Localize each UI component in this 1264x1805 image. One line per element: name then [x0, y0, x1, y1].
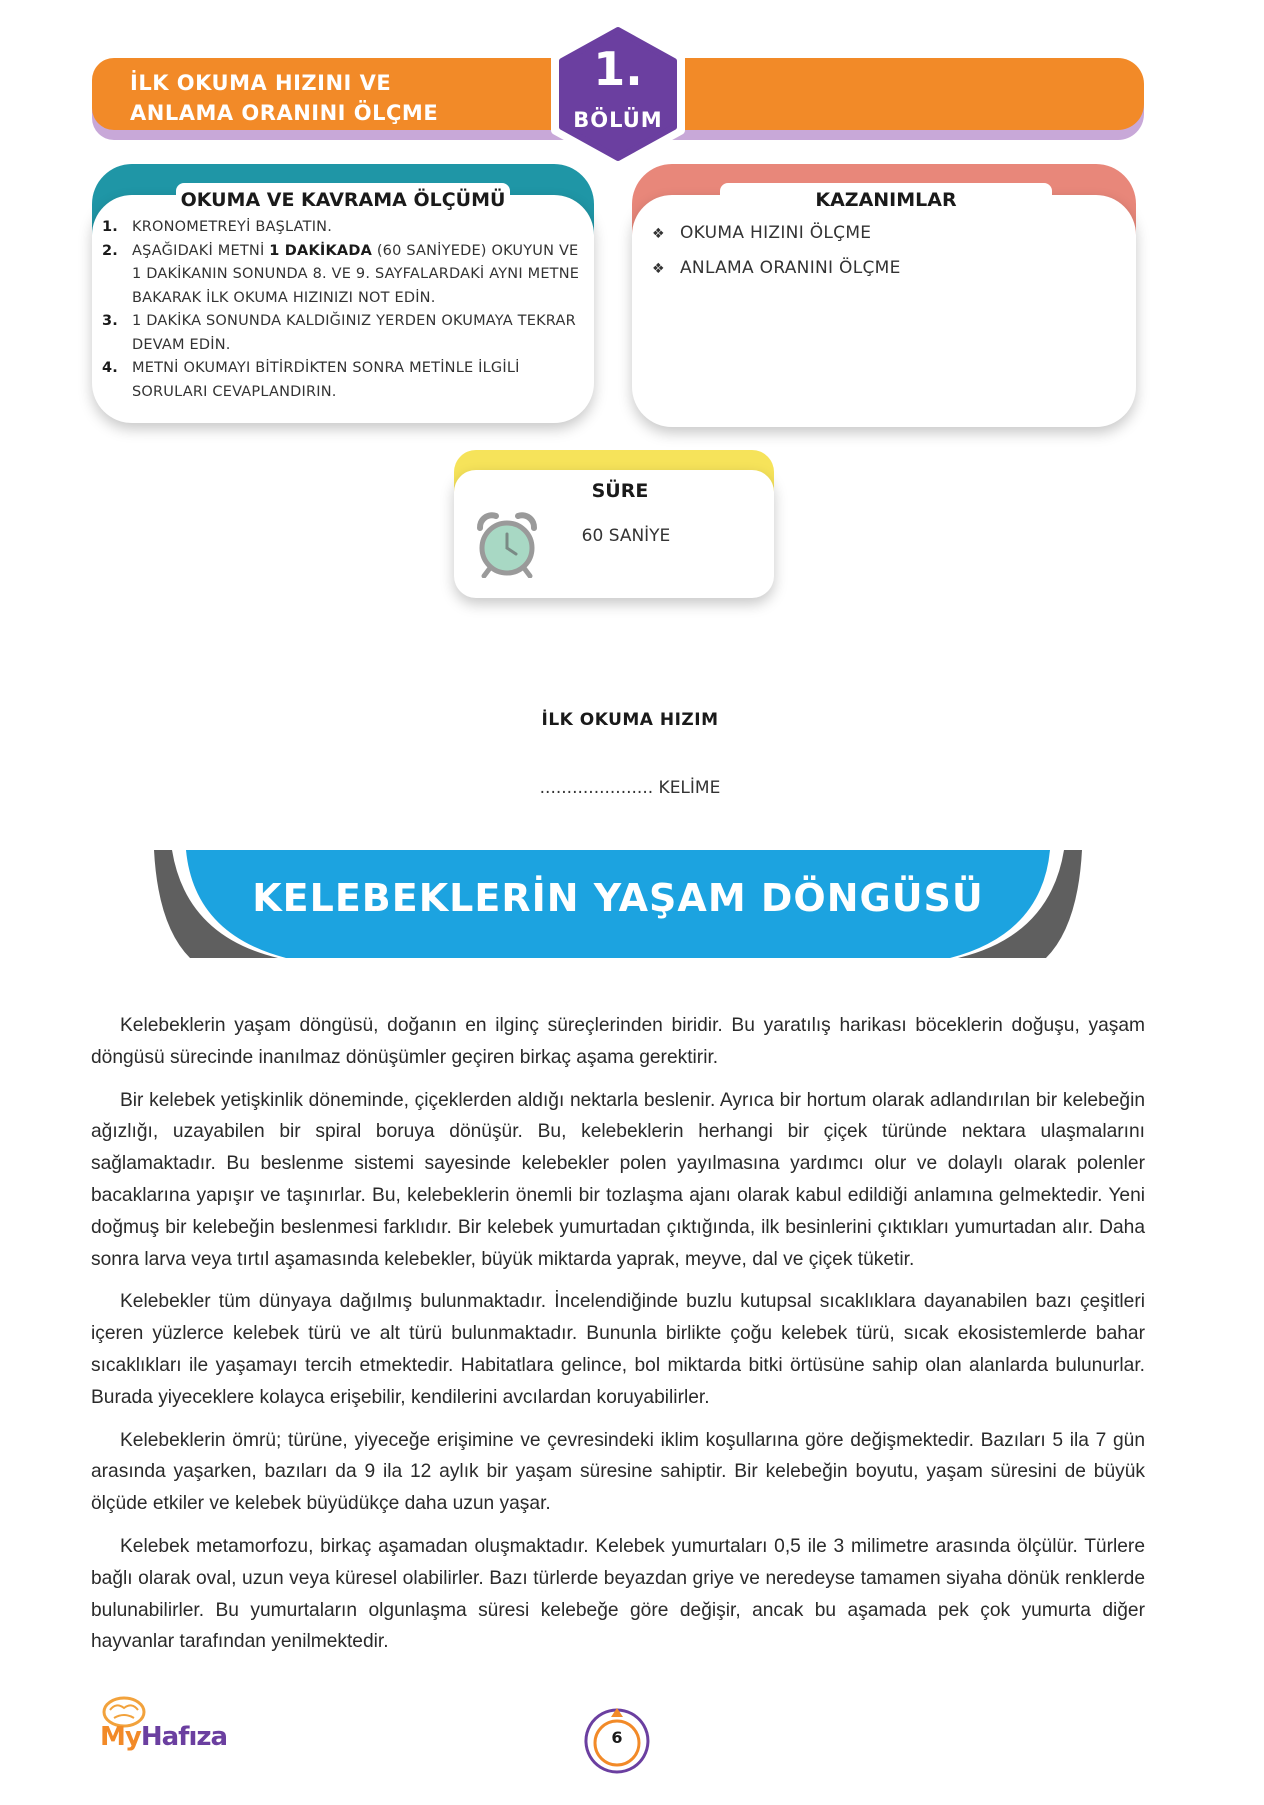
reading-speed-blank: ..................... KELİME [539, 778, 721, 798]
section-title [130, 68, 510, 128]
instructions-title: OKUMA VE KAVRAMA ÖLÇÜMÜ [176, 183, 510, 213]
sure-value: 60 SANİYE [581, 526, 671, 546]
kazanimlar-title: KAZANIMLAR [720, 183, 1052, 213]
alarm-clock-icon [474, 510, 540, 578]
story-paragraph: Kelebeklerin ömrü; türüne, yiyeceğe erişimine ve çevresindeki iklim koşullarına göre değişmektedir. Bazıları 5 ila 7 gün arasında yaşarken, bazıları da 9 ila 12 aylık bir yaşam süresine sahiptir. Bir kelebeğin boyutu, yaşam süresini de büyük ölçüde etkiler ve kelebek büyüdükçe daha uzun yaşar. [91, 1429, 1145, 1515]
instructions-list [102, 216, 588, 404]
story-title: KELEBEKLERİN YAŞAM DÖNGÜSÜ [252, 876, 984, 920]
instruction-step: 1. KRONOMETREYİ BAŞLATIN. [102, 219, 333, 235]
kazanimlar-list [652, 216, 901, 286]
story-paragraph: Kelebeklerin yaşam döngüsü, doğanın en ilginç süreçlerinden biridir. Bu yaratılış harikası böceklerin doğuşu, yaşam döngüsü sürecinde inanılmaz dönüşümler geçiren birkaç aşama gerektirir. [91, 1015, 1145, 1068]
diamond-bullet-icon: ❖ [652, 226, 665, 242]
reading-speed-title: İLK OKUMA HIZIM [541, 710, 719, 730]
section-title-line2: ANLAMA ORANINI ÖLÇME [130, 101, 439, 125]
section-number: 1. [593, 42, 643, 96]
story-body [91, 1010, 1145, 1669]
story-paragraph: Bir kelebek yetişkinlik döneminde, çiçeklerden aldığı nektarla beslenir. Ayrıca bir hortum olarak adlandırılan bir kelebeğin ağızlığı, uzayabilen bir spiral boruya dönüşür. Bu, kelebeklerin herhangi bir çiçek türünde nektara ulaşmalarını sağlamaktadır. Bu beslenme sistemi sayesinde kelebekler polen yayılmasına yardımcı olur ve dolaylı olarak polenler bacaklarına yapışır ve taşınırlar. Bu, kelebeklerin önemli bir tozlaşma ajanı olarak kabul edildiği anlamına gelmektedir. Yeni doğmuş bir kelebeğin beslenmesi farklıdır. Bir kelebek yumurtadan çıktığında, ilk besinlerini çıktıkları yumurtadan alır. Daha sonra larva veya tırtıl aşamasında kelebekler, büyük miktarda yaprak, meyve, dal ve çiçek tüketir. [91, 1089, 1145, 1270]
page-number: 6 [611, 1728, 623, 1747]
kazanim-item: ❖ OKUMA HIZINI ÖLÇME [652, 216, 901, 251]
section-title-line1: İLK OKUMA HIZINI VE [130, 71, 392, 95]
diamond-bullet-icon: ❖ [652, 261, 665, 277]
story-paragraph: Kelebek metamorfozu, birkaç aşamadan oluşmaktadır. Kelebek yumurtaları 0,5 ile 3 milimetre arasında ölçülür. Türlere bağlı olarak oval, uzun veya küresel olabilirler. Bazı türlerde beyazdan griye ve neredeyse tamamen siyaha dönük renklerde bulunabilirler. Bu yumurtaların olgunlaşma süresi kelebeğe göre değişir, ancak bu aşamada pek çok yumurta diğer hayvanlar tarafından yenilmektedir. [91, 1535, 1145, 1653]
story-paragraph: Kelebekler tüm dünyaya dağılmış bulunmaktadır. İncelendiğinde buzlu kutupsal sıcaklıklara dayanabilen bazı çeşitleri içeren yüzlerce kelebek türü ve alt türü bulunmaktadır. Bununla birlikte çoğu kelebek türü, sıcak ekosistemlerde bahar sıcaklıkları ile yaşamayı tercih etmektedir. Habitatlara gelince, bol miktarda bitki örtüsüne sahip olan alanlarda bulunurlar. Burada yiyeceklere kolayca erişebilir, kendilerini avcılardan koruyabilirler. [91, 1291, 1145, 1408]
instruction-step: 4. METNİ OKUMAYI BİTİRDİKTEN SONRA METİNLE İLGİLİ SORULARI CEVAPLANDIRIN. [102, 360, 520, 400]
kazanim-item: ❖ ANLAMA ORANINI ÖLÇME [652, 251, 901, 286]
instruction-step: 3. 1 DAKİKA SONUNDA KALDIĞINIZ YERDEN OKUMAYA TEKRAR DEVAM EDİN. [102, 313, 576, 353]
section-label: BÖLÜM [573, 108, 663, 132]
instruction-step: 2. AŞAĞIDAKİ METNİ 1 DAKİKADA (60 SANİYEDE) OKUYUN VE 1 DAKİKANIN SONUNDA 8. VE 9. SAYFALARDAKİ AYNI METNE BAKARAK İLK OKUMA HIZINIZI NOT EDİN. [102, 242, 580, 306]
brand-logo: MyHafıza [100, 1722, 228, 1752]
sure-title: SÜRE [546, 470, 694, 496]
